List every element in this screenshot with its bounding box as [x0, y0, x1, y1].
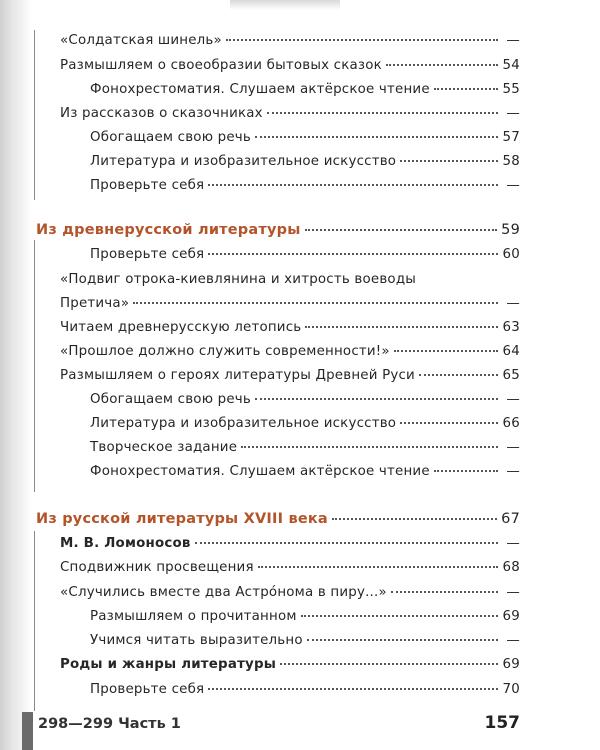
toc-entry	[90, 678, 520, 702]
toc-dot-leader	[332, 517, 497, 520]
toc-entry-page: 67	[501, 511, 520, 527]
toc-vertical-rule	[34, 240, 35, 492]
toc-entry-title: Обогащаем свою речь	[90, 392, 251, 407]
toc-entry-title: Проверьте себя	[90, 247, 205, 262]
toc-entry	[90, 436, 520, 460]
top-edge-shadow	[230, 0, 340, 10]
toc-dot-leader	[305, 325, 498, 328]
toc-entry	[60, 292, 520, 316]
page-spine-shadow	[0, 0, 32, 750]
toc-entry	[90, 126, 520, 150]
toc-entry-page: —	[506, 585, 520, 600]
toc-entry	[90, 388, 520, 412]
toc-entry	[60, 532, 520, 556]
toc-dot-leader	[241, 445, 498, 448]
toc-dot-leader	[391, 590, 498, 593]
toc-entry-page: 55	[502, 82, 520, 97]
toc-entry-page: 63	[502, 320, 520, 335]
footer-caption: 298—299 Часть 1	[38, 716, 181, 732]
toc-entry-title: Претича»	[60, 296, 130, 311]
toc-entry-title: Обогащаем свою речь	[90, 130, 251, 145]
toc-entry-page: —	[506, 464, 520, 479]
toc-entry	[90, 412, 520, 436]
toc-entry-page: —	[506, 296, 520, 311]
toc-entry-page: 60	[502, 247, 520, 262]
toc-section-heading	[36, 217, 520, 243]
toc-entry-title: Роды и жанры литературы	[60, 657, 277, 672]
toc-entry	[90, 174, 520, 198]
toc-entry-title: Размышляем о своеобразии бытовых сказок	[60, 58, 382, 73]
toc-dot-leader	[208, 252, 498, 255]
toc-entry	[90, 78, 520, 102]
toc-dot-leader	[208, 183, 498, 186]
toc-dot-leader	[208, 687, 498, 690]
toc-dot-leader	[258, 565, 498, 568]
toc-dot-leader	[394, 349, 498, 352]
toc-entry-page: 59	[501, 222, 520, 238]
toc-entry-title: Размышляем о прочитанном	[90, 609, 297, 624]
toc-entry-title: Из русской литературы XVIII века	[36, 511, 328, 527]
toc-entry-page: —	[506, 106, 520, 121]
toc-entry-page: —	[506, 440, 520, 455]
toc-entry-title: Читаем древнерусскую летопись	[60, 320, 302, 335]
toc-entry	[90, 629, 520, 653]
toc-dot-leader	[305, 228, 498, 231]
toc-vertical-rule	[34, 531, 35, 711]
toc-entry	[60, 556, 520, 580]
toc-entry-page: 68	[502, 560, 520, 575]
toc-entry-page: 70	[502, 682, 520, 697]
toc-dot-leader	[301, 614, 498, 617]
toc-entry-title: М. В. Ломоносов	[60, 536, 191, 551]
toc-entry-page: —	[506, 178, 520, 193]
toc-entry-title: «Подвиг отрока-киевлянина и хитрость воеводы	[60, 272, 417, 287]
toc-entry-page: 69	[502, 657, 520, 672]
toc-entry-title: Фонохрестоматия. Слушаем актёрское чтение	[90, 82, 430, 97]
toc-entry	[60, 340, 520, 364]
toc-entry	[90, 150, 520, 174]
toc-dot-leader	[226, 38, 498, 41]
toc-vertical-rule	[34, 30, 35, 200]
toc-section-heading	[36, 506, 520, 532]
footer-marker-bar	[22, 712, 33, 750]
toc-entry	[60, 29, 520, 53]
toc-dot-leader	[255, 397, 498, 400]
footer-page-number: 157	[484, 713, 520, 733]
toc-dot-leader	[255, 135, 498, 138]
toc-dot-leader	[419, 373, 498, 376]
toc-dot-leader	[280, 662, 498, 665]
toc-dot-leader	[195, 541, 498, 544]
toc-entry-title: Творческое задание	[90, 440, 238, 455]
toc-entry	[90, 605, 520, 629]
toc-entry-title: Фонохрестоматия. Слушаем актёрское чтение	[90, 464, 430, 479]
toc-entry-page: —	[506, 633, 520, 648]
toc-entry-page: 58	[502, 154, 520, 169]
toc-entry-page: 54	[502, 58, 520, 73]
toc-entry-page: 65	[502, 368, 520, 383]
toc-entry	[60, 316, 520, 340]
toc-dot-leader	[267, 111, 498, 114]
toc-entry-title: «Прошлое должно служить современности!»	[60, 344, 390, 359]
toc-dot-leader	[400, 159, 498, 162]
toc-entry-title: «Солдатская шинель»	[60, 33, 222, 48]
toc-entry	[90, 243, 520, 267]
toc-entry-page: 64	[502, 344, 520, 359]
toc-entry	[60, 268, 520, 292]
toc-entry-title: Учимся читать выразительно	[90, 633, 303, 648]
toc-entry	[60, 653, 520, 677]
toc-entry-title: Из рассказов о сказочниках	[60, 106, 263, 121]
toc-entry-page: —	[506, 392, 520, 407]
toc-entry	[60, 102, 520, 126]
toc-entry-title: Проверьте себя	[90, 682, 205, 697]
toc-entry-title: Литература и изобразительное искусство	[90, 416, 397, 431]
toc-entry-title: Сподвижник просвещения	[60, 560, 254, 575]
toc-dot-leader	[400, 421, 498, 424]
toc-entry-title: Размышляем о героях литературы Древней Руси	[60, 368, 415, 383]
toc-entry	[90, 460, 520, 484]
toc-entry-title: Проверьте себя	[90, 178, 205, 193]
toc-entry-page: 57	[502, 130, 520, 145]
toc-entry-title: Из древнерусской литературы	[36, 222, 301, 238]
toc-dot-leader	[307, 638, 498, 641]
toc-entry-page: —	[506, 536, 520, 551]
toc-entry-title: «Случились вместе два Астро́нома в пиру...»	[60, 585, 387, 600]
toc-dot-leader	[133, 301, 498, 304]
toc-entry	[60, 364, 520, 388]
toc-entry	[60, 581, 520, 605]
toc-dot-leader	[434, 469, 498, 472]
toc-entry	[60, 54, 520, 78]
toc-dot-leader	[386, 63, 498, 66]
toc-entry-title: Литература и изобразительное искусство	[90, 154, 397, 169]
toc-dot-leader	[434, 87, 498, 90]
toc-entry-page: 66	[502, 416, 520, 431]
toc-entry-page: —	[506, 33, 520, 48]
toc-entry-page: 69	[502, 609, 520, 624]
